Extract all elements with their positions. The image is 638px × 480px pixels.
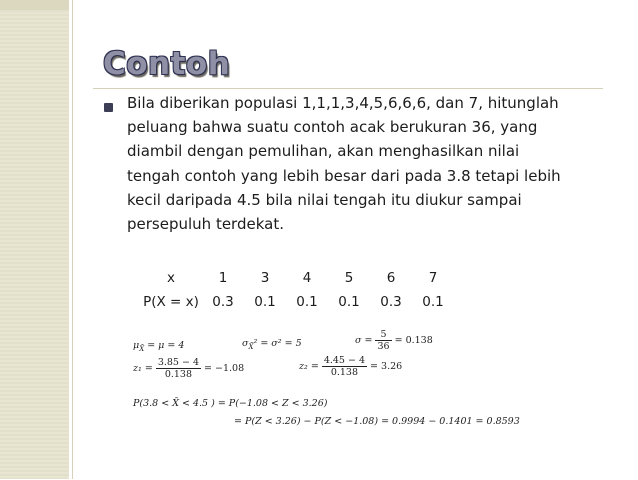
formula-z1-denominator: 0.138 [156,368,201,380]
bullet-paragraph: Bila diberikan populasi 1,1,1,3,4,5,6,6,6, dan 7, hitunglah peluang bahwa suatu contoh acak berukuran 36, yang diambil dengan pemulihan, akan menghasilkan nilai tengah contoh yang lebih besar dari pada 3.8 tetapi lebih kecil daripada 4.5 bila nilai tengah itu diukur sampai persepuluh terdekat. [127,94,561,234]
formula-z1-result: = −1.08 [201,363,245,374]
table-cell: 0.3 [380,294,402,310]
decorative-corner [0,0,69,10]
table-cell: 5 [344,270,354,286]
formula-sigma-result: = 0.138 [391,335,433,346]
formula-block [133,320,633,480]
table-cell: 6 [386,270,396,286]
table-row-x [140,266,454,290]
formula-mean-symbol: μ [133,340,140,351]
table-cell: 3 [260,270,270,286]
formula-z2 [299,355,402,378]
table-cell: 7 [428,270,438,286]
formula-probability-line-1: P(3.8 < X̄ < 4.5 ) = P(−1.08 < Z < 3.26) [133,398,328,409]
table-cell: 0.1 [422,294,444,310]
formula-mean-subscript: X̄ [139,344,145,353]
formula-z1-numerator: 3.85 − 4 [157,357,200,368]
title-divider [93,88,603,89]
formula-sigma-lhs: σ = [355,335,376,346]
probability-distribution-table [140,266,454,314]
formula-z2-lhs: z₂ = [299,361,322,372]
table-cell: 0.3 [212,294,234,310]
formula-z1 [133,357,244,380]
decorative-side-panel [0,0,69,479]
decorative-vertical-line [72,0,73,479]
formula-sigma-denominator: 36 [377,341,390,352]
formula-z2-numerator: 4.45 − 4 [323,355,366,366]
formula-z1-lhs: z₁ = [133,363,156,374]
formula-z2-denominator: 0.138 [322,366,367,378]
formula-sigma-numerator: 5 [380,329,387,340]
table-row-p [140,290,454,314]
bullet-square-icon [104,103,113,112]
formula-variance-symbol: σ [242,338,249,349]
table-cell: 0.1 [254,294,276,310]
formula-z2-result: = 3.26 [367,361,403,372]
table-header-p: P(X = x) [143,294,199,310]
table-cell: 0.1 [296,294,318,310]
formula-variance-subscript: X̄ [248,342,254,351]
formula-variance [242,338,302,351]
table-cell: 1 [218,270,228,286]
slide-title: Contoh [103,46,231,82]
formula-variance-value: ² = σ² = 5 [253,338,302,349]
formula-probability-line-2: = P(Z < 3.26) − P(Z < −1.08) = 0.9994 − 0.1401 = 0.8593 [234,416,520,427]
table-cell: 0.1 [338,294,360,310]
formula-sigma [355,329,433,352]
table-cell: 4 [302,270,312,286]
table-header-x: x [167,270,175,286]
formula-mean-value: = μ = 4 [144,340,185,351]
formula-mean [133,340,184,353]
